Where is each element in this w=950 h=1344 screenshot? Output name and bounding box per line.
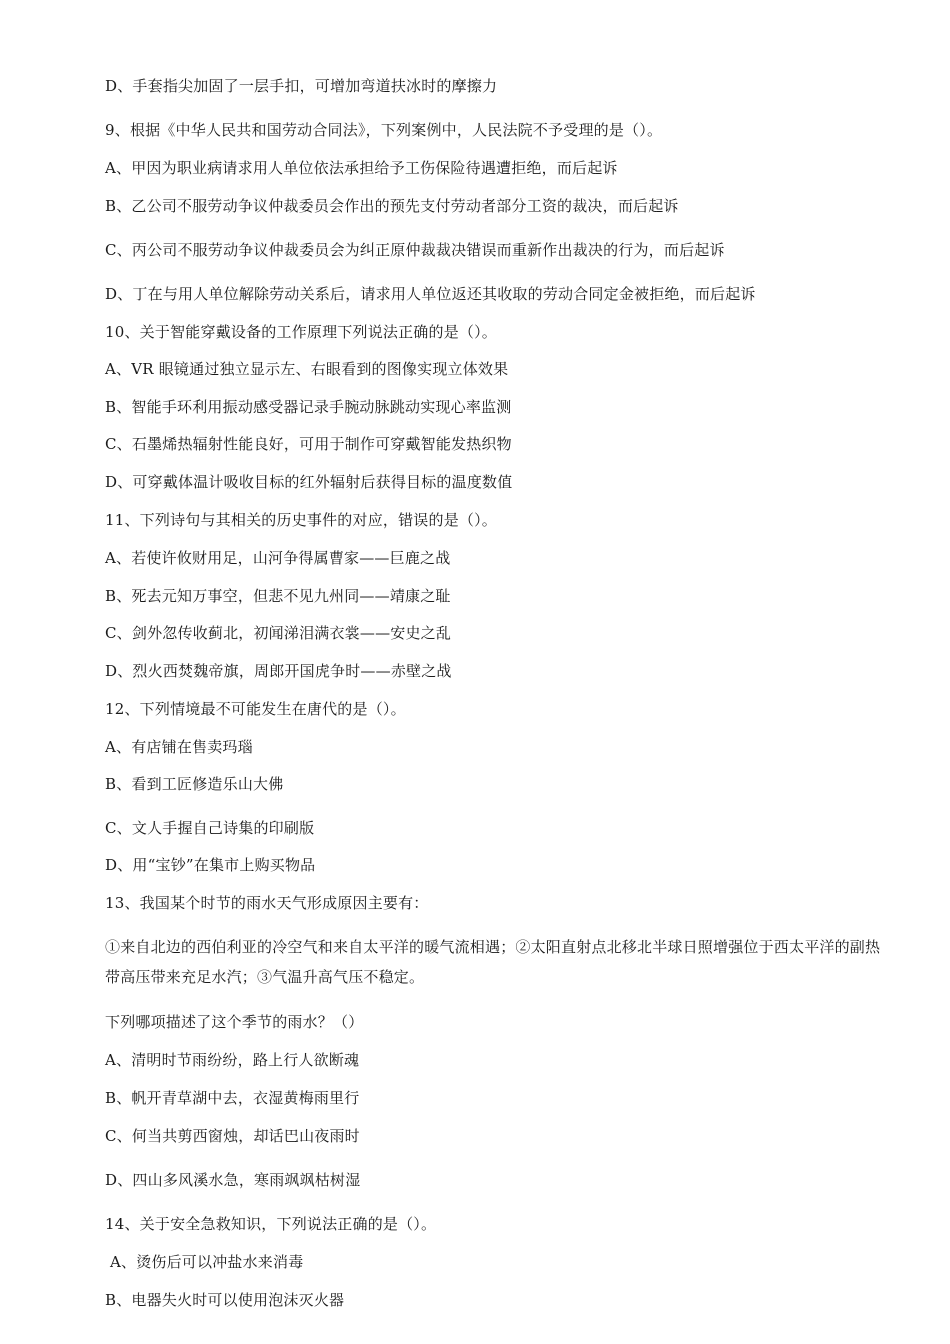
option-a-q11: A、若使许攸财用足，山河争得属曹家——巨鹿之战 — [105, 549, 451, 567]
question-9: 9、根据《中华人民共和国劳动合同法》，下列案例中，人民法院不予受理的是（）。 — [105, 121, 663, 139]
option-a-q14: A、烫伤后可以冲盐水来消毒 — [105, 1253, 304, 1271]
option-b-q13: B、帆开青草湖中去，衣湿黄梅雨里行 — [105, 1089, 360, 1107]
option-a-q9: A、甲因为职业病请求用人单位依法承担给予工伤保险待遇遭拒绝，而后起诉 — [105, 159, 618, 177]
option-d-q12: D、用“宝钞”在集市上购买物品 — [105, 856, 316, 874]
option-b-q14: B、电器失火时可以使用泡沫灭火器 — [105, 1291, 345, 1309]
option-c-q12: C、文人手握自己诗集的印刷版 — [105, 819, 315, 837]
option-b-q11: B、死去元知万事空，但悲不见九州同——靖康之耻 — [105, 587, 451, 605]
question-11: 11、下列诗句与其相关的历史事件的对应，错误的是（）。 — [105, 511, 497, 529]
option-b-q10: B、智能手环利用振动感受器记录手腕动脉跳动实现心率监测 — [105, 398, 512, 416]
option-c-q9: C、丙公司不服劳动争议仲裁委员会为纠正原仲裁裁决错误而重新作出裁决的行为，而后起诉 — [105, 241, 725, 259]
option-c-q13: C、何当共剪西窗烛，却话巴山夜雨时 — [105, 1127, 360, 1145]
option-d-q10: D、可穿戴体温计吸收目标的红外辐射后获得目标的温度数值 — [105, 473, 513, 491]
option-a-q13: A、清明时节雨纷纷，路上行人欲断魂 — [105, 1051, 360, 1069]
option-d-q11: D、烈火西焚魏帝旗，周郎开国虎争时——赤壁之战 — [105, 662, 452, 680]
question-14: 14、关于安全急救知识，下列说法正确的是（）。 — [105, 1215, 437, 1233]
option-b-q9: B、乙公司不服劳动争议仲裁委员会作出的预先支付劳动者部分工资的裁决，而后起诉 — [105, 197, 679, 215]
option-d-q8: D、手套指尖加固了一层手扣，可增加弯道扶冰时的摩擦力 — [105, 77, 498, 95]
option-a-q10: A、VR 眼镜通过独立显示左、右眼看到的图像实现立体效果 — [105, 360, 509, 378]
option-c-q11: C、剑外忽传收蓟北，初闻涕泪满衣裳——安史之乱 — [105, 624, 452, 642]
question-13-conditions: ①来自北边的西伯利亚的冷空气和来自太平洋的暖气流相遇；②太阳直射点北移北半球日照增强位于西太平洋的副热带高压带来充足水汽；③气温升高气压不稳定。 — [105, 938, 881, 986]
question-13: 13、我国某个时节的雨水天气形成原因主要有： — [105, 894, 429, 912]
question-13-prompt: 下列哪项描述了这个季节的雨水？（） — [105, 1013, 364, 1031]
option-c-q10: C、石墨烯热辐射性能良好，可用于制作可穿戴智能发热织物 — [105, 435, 512, 453]
question-12: 12、下列情境最不可能发生在唐代的是（）。 — [105, 700, 406, 718]
option-b-q12: B、看到工匠修造乐山大佛 — [105, 775, 284, 793]
option-a-q12: A、有店铺在售卖玛瑙 — [105, 738, 253, 756]
question-10: 10、关于智能穿戴设备的工作原理下列说法正确的是（）。 — [105, 323, 497, 341]
option-d-q13: D、四山多风溪水急，寒雨飒飒枯树湿 — [105, 1171, 361, 1189]
option-d-q9: D、丁在与用人单位解除劳动关系后，请求用人单位返还其收取的劳动合同定金被拒绝，而后起诉 — [105, 285, 756, 303]
